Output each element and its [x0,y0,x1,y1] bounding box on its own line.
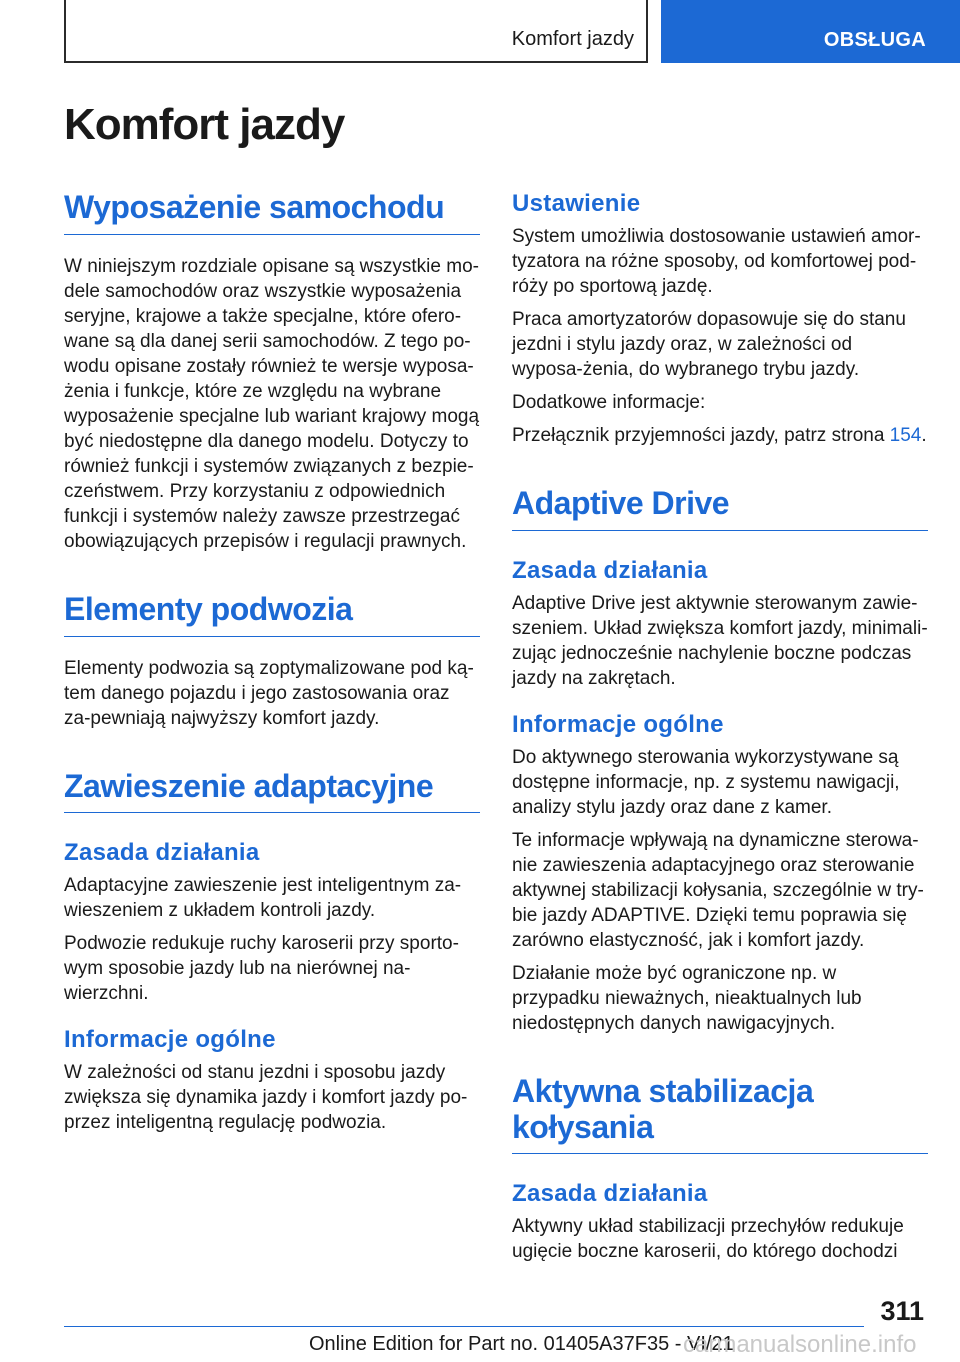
footer-divider [64,1326,864,1327]
page-title: Komfort jazdy [64,100,345,149]
paragraph-adaptive-zasada-1: Adaptive Drive jest aktywnie sterowanym zawie-szeniem. Układ zwiększa komfort jazdy, minimali-zując jednocześnie nachylenie boczne podczas jazdy na zakrętach. [512,592,928,689]
heading-elementy: Elementy podwozia [64,592,480,637]
ustawienie-ref-end: . [921,425,927,446]
paragraph-wyposazenie: W niniejszym rozdziale opisane są wszystkie mo-dele samochodów oraz wszystkie wyposażenia seryjne, krajowe a także specjalne, które ofero-wane są dla danej serii samochodów. Z tego po-wodu opisane zostały również te wersje wyposa-żenia i funkcje, które ze względu na wybrane wyposażenie specjalne lub wariant krajowy mogą być niedostępne dla danego modelu. Dotyczy to również funkcji i systemów związanych z bezpie-czeństwem. Przy korzystaniu z odpowiednich funkcji i systemów należy zawsze przestrzegać obowiązujących przepisów i regulacji prawnych. [64,255,480,552]
page-number: 311 [880,1296,924,1326]
paragraph-ustawienie-3: Dodatkowe informacje: [512,392,706,413]
heading-ustawienie: Ustawienie [512,190,641,217]
paragraph-adaptive-info-1: Do aktywnego sterowania wykorzystywane są dostępne informacje, np. z systemu nawigacji, analizy stylu jazdy oraz dane z kamer. [512,746,900,818]
heading-wyposazenie: Wyposażenie samochodu [64,190,480,235]
heading-adaptive-drive: Adaptive Drive [512,486,928,531]
heading-adaptive-zasada: Zasada działania [512,556,708,584]
paragraph-adaptive-info-2: Te informacje wpływają na dynamiczne sterowa-nie zawieszenia adaptacyjnego oraz sterowanie aktywnej stabilizacji kołysania, szczególnie w try-bie jazdy ADAPTIVE. Dzięki temu poprawia się zarówno elastyczność, jak i komfort jazdy. [512,829,924,951]
page-link-154[interactable]: 154 [889,425,922,446]
heading-aktywna-zasada: Zasada działania [512,1180,708,1208]
right-column [512,190,928,1264]
header-tab-obsluga[interactable]: OBSŁUGA [661,0,960,63]
paragraph-zawieszenie-zasada-1: Adaptacyjne zawieszenie jest inteligentnym za-wieszeniem z układem kontroli jazdy. [64,875,462,922]
heading-adaptive-info: Informacje ogólne [512,710,724,738]
paragraph-adaptive-info-3: Działanie może być ograniczone np. w przypadku nieważnych, nieaktualnych lub niedostępnych danych nawigacyjnych. [512,962,862,1034]
paragraph-zawieszenie-info-1: W zależności od stanu jezdni i sposobu jazdy zwiększa się dynamika jazdy i komfort jazdy po-przez inteligentną regulację podwozia. [64,1062,468,1134]
heading-zawieszenie: Zawieszenie adaptacyjne [64,769,480,814]
left-column [64,190,480,1135]
paragraph-aktywna-zasada-1: Aktywny układ stabilizacji przechyłów redukuje ugięcie boczne karoserii, do którego dochodzi [512,1216,904,1263]
paragraph-elementy: Elementy podwozia są zoptymalizowane pod ką-tem danego pojazdu i jego zastosowania oraz za-pewniają najwyższy komfort jazdy. [64,657,474,729]
paragraph-ustawienie-4 [512,423,928,448]
paragraph-ustawienie-2: Praca amortyzatorów dopasowuje się do stanu jezdni i stylu jazdy oraz, w zależności od wyposa-żenia, do wybranego trybu jazdy. [512,309,906,380]
header-section-title: Komfort jazdy [511,28,634,50]
footer-edition: Online Edition for Part no. 01405A37F35 - VI/21 [309,1333,734,1355]
watermark-text: carmanualsonline.info [683,1331,917,1358]
paragraph-zawieszenie-zasada-2: Podwozie redukuje ruchy karoserii przy sporto-wym sposobie jazdy lub na nierównej na-wierzchni. [64,933,459,1005]
paragraph-ustawienie-1: System umożliwia dostosowanie ustawień amor-tyzatora na różne sposoby, od komfortowej pod-róży po sportową jazdę. [512,226,921,297]
heading-zawieszenie-zasada: Zasada działania [64,839,260,867]
heading-zawieszenie-info: Informacje ogólne [64,1026,276,1054]
heading-aktywna-stabilizacja: Aktywna stabilizacja kołysania [512,1074,928,1155]
ustawienie-ref-text: Przełącznik przyjemności jazdy, patrz strona [512,425,890,446]
